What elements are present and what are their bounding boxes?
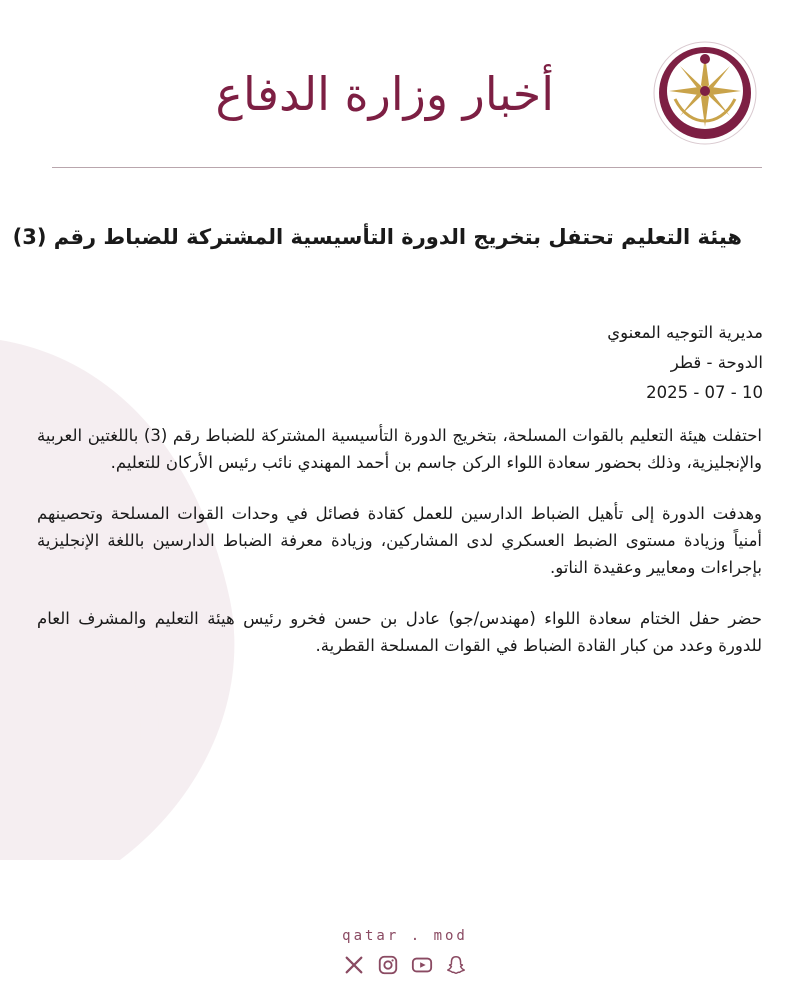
snapchat-icon[interactable] <box>445 954 467 976</box>
footer <box>0 928 810 976</box>
youtube-icon[interactable] <box>411 954 433 976</box>
article-paragraph-3: حضر حفل الختام سعادة اللواء (مهندس/جو) عادل بن حسن فخرو رئيس هيئة التعليم والمشرف العام للدورة وعدد من كبار القادة الضباط في القوات المسلحة القطرية. <box>37 609 762 655</box>
article-meta <box>607 318 763 408</box>
ministry-of-defence-emblem-icon <box>653 41 757 145</box>
instagram-icon[interactable] <box>377 954 399 976</box>
article-paragraph-2: وهدفت الدورة إلى تأهيل الضباط الدارسين للعمل كقادة فصائل في وحدات القوات المسلحة وتحصينهم أمنياً وزيادة مستوى الضبط العسكري لدى المشاركين، وزيادة معرفة الضباط الدارسين باللغة الإنجليزية بإجراءات ومعايير وعقيدة الناتو. <box>37 504 762 577</box>
x-icon[interactable] <box>343 954 365 976</box>
meta-location: الدوحة - قطر <box>670 353 763 372</box>
article-body <box>37 422 762 683</box>
masthead-header <box>0 0 810 168</box>
article-paragraph-1: احتفلت هيئة التعليم بالقوات المسلحة، بتخريج الدورة التأسيسية المشتركة للضباط رقم (3) باللغتين العربية والإنجليزية، وذلك بحضور سعادة اللواء الركن جاسم بن أحمد المهندي نائب رئيس الأركان للتعليم. <box>37 426 762 472</box>
article-headline: هيئة التعليم تحتفل بتخريج الدورة التأسيسية المشتركة للضباط رقم (3) <box>12 225 742 249</box>
meta-department: مديرية التوجيه المعنوي <box>607 323 763 342</box>
social-handle: qatar . mod <box>342 928 468 944</box>
header-divider <box>52 167 762 168</box>
meta-date: 2025 - 07 - 10 <box>646 383 763 402</box>
masthead-title: أخبار وزارة الدفاع <box>215 67 554 121</box>
social-icons <box>0 954 810 976</box>
